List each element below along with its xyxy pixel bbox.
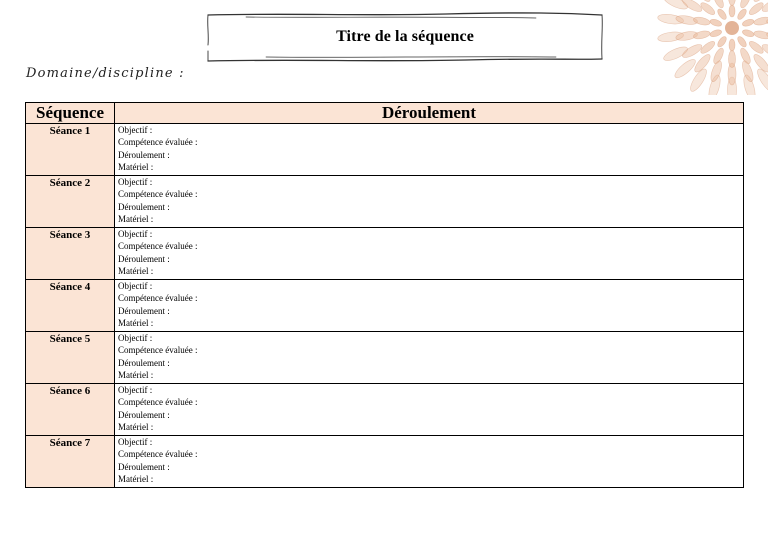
detail-line: Déroulement : (118, 253, 170, 264)
sequence-table (25, 102, 744, 488)
header-sequence: Séquence (26, 103, 115, 124)
session-details[interactable] (115, 280, 744, 332)
detail-line: Déroulement : (118, 305, 170, 316)
table-header-row (26, 103, 744, 124)
session-label: Séance 4 (26, 280, 115, 332)
header-deroulement: Déroulement (115, 103, 744, 124)
table-row (26, 228, 744, 280)
detail-line: Compétence évaluée : (118, 397, 198, 408)
detail-line: Déroulement : (118, 201, 170, 212)
session-details[interactable] (115, 228, 744, 280)
table-row (26, 332, 744, 384)
detail-line: Objectif : (118, 177, 153, 187)
session-label: Séance 2 (26, 176, 115, 228)
session-details[interactable] (115, 176, 744, 228)
session-label: Séance 3 (26, 228, 115, 280)
table-row (26, 280, 744, 332)
detail-line: Matériel : (118, 370, 154, 381)
detail-line: Objectif : (118, 229, 153, 239)
detail-line: Compétence évaluée : (118, 293, 198, 304)
session-label: Séance 6 (26, 384, 115, 436)
flower-icon (640, 0, 768, 95)
session-label: Séance 1 (26, 124, 115, 176)
detail-line: Matériel : (118, 474, 154, 485)
table-row (26, 384, 744, 436)
detail-line: Compétence évaluée : (118, 449, 198, 460)
detail-line: Objectif : (118, 125, 153, 135)
domain-label[interactable]: Domaine/discipline : (26, 66, 185, 81)
detail-line: Objectif : (118, 333, 153, 343)
table-row (26, 176, 744, 228)
document-title[interactable]: Titre de la séquence (336, 28, 474, 45)
detail-line: Compétence évaluée : (118, 189, 198, 200)
title-frame (206, 11, 604, 63)
detail-line: Objectif : (118, 281, 153, 291)
detail-line: Matériel : (118, 422, 154, 433)
detail-line: Objectif : (118, 385, 153, 395)
detail-line: Matériel : (118, 318, 154, 329)
session-details[interactable] (115, 124, 744, 176)
detail-line: Déroulement : (118, 409, 170, 420)
session-details[interactable] (115, 436, 744, 488)
table-row (26, 124, 744, 176)
detail-line: Déroulement : (118, 357, 170, 368)
detail-line: Objectif : (118, 437, 153, 447)
detail-line: Déroulement : (118, 461, 170, 472)
detail-line: Compétence évaluée : (118, 345, 198, 356)
detail-line: Matériel : (118, 162, 154, 173)
detail-line: Matériel : (118, 214, 154, 225)
session-label: Séance 7 (26, 436, 115, 488)
session-label: Séance 5 (26, 332, 115, 384)
session-details[interactable] (115, 384, 744, 436)
detail-line: Compétence évaluée : (118, 241, 198, 252)
detail-line: Compétence évaluée : (118, 137, 198, 148)
table-row (26, 436, 744, 488)
detail-line: Matériel : (118, 266, 154, 277)
detail-line: Déroulement : (118, 149, 170, 160)
session-details[interactable] (115, 332, 744, 384)
